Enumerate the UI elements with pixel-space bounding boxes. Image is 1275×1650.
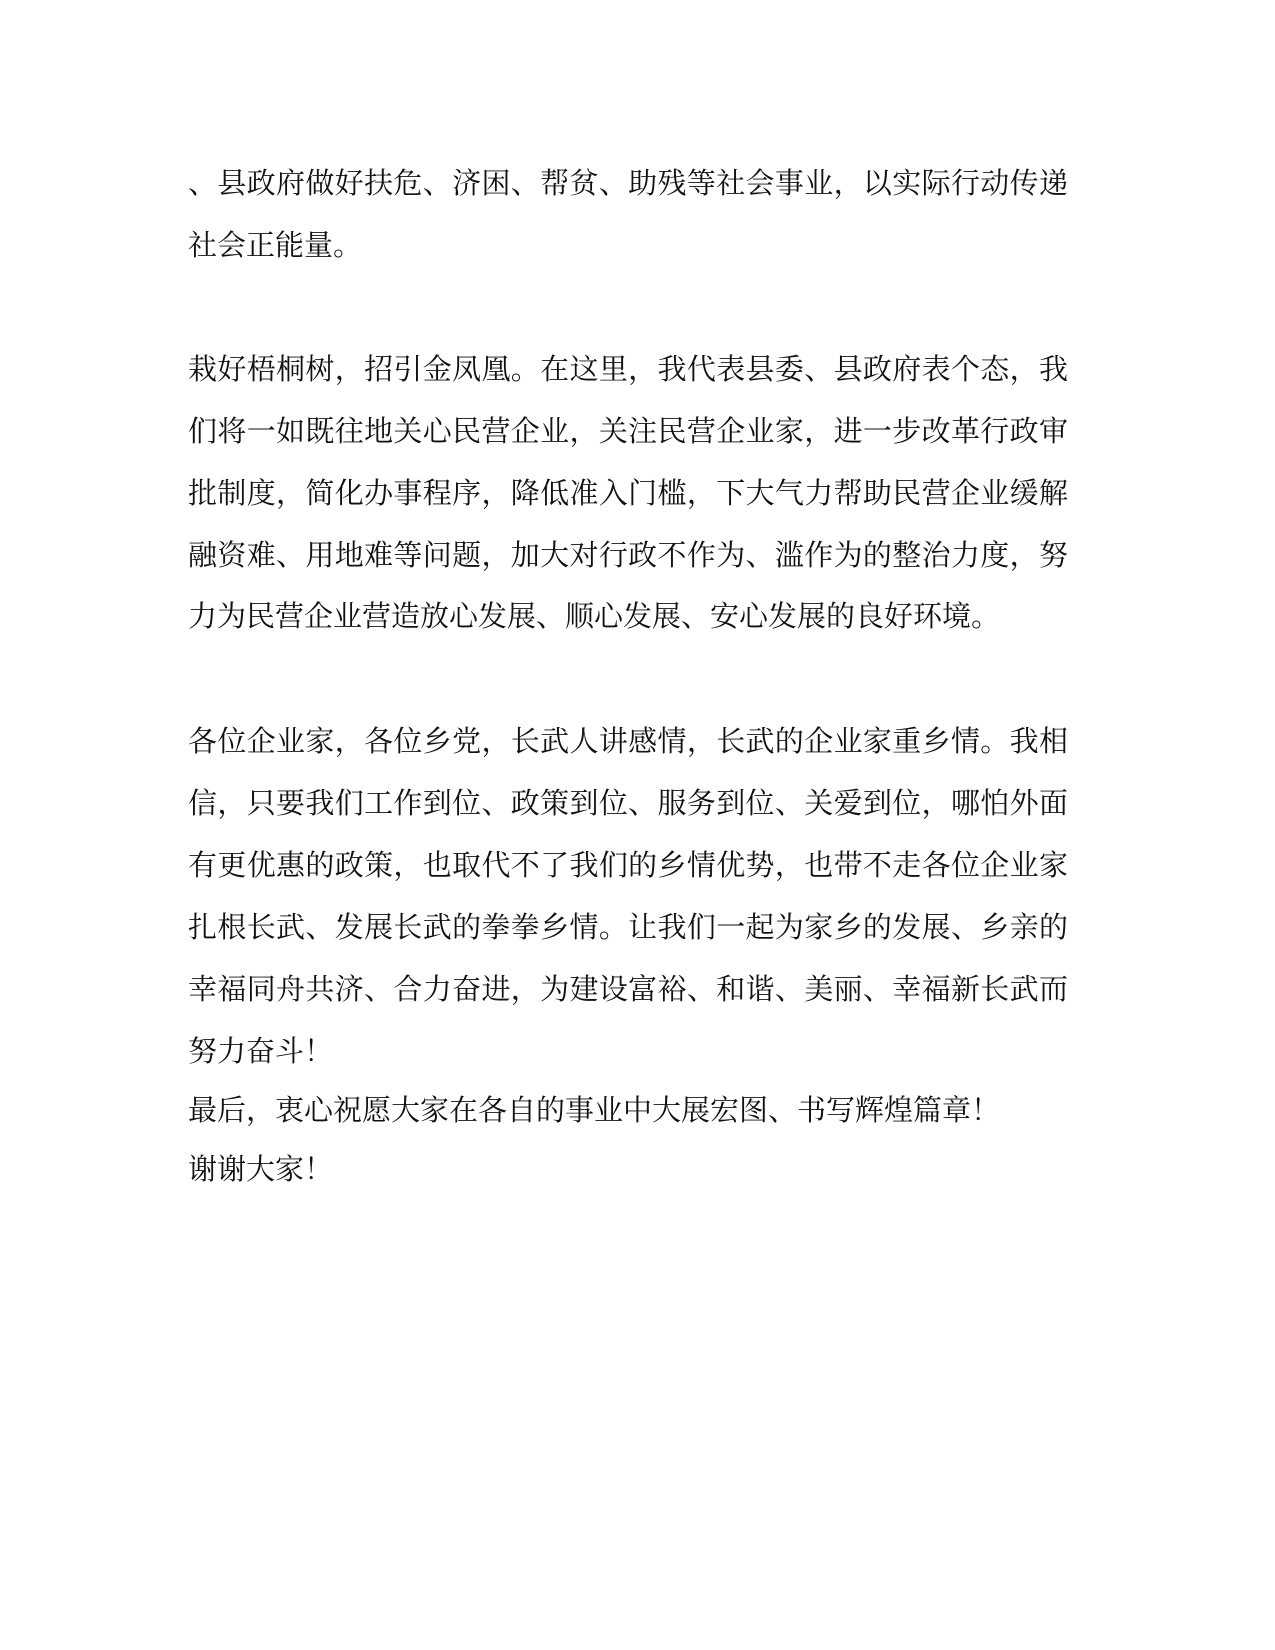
paragraph-3-line-2: 信，只要我们工作到位、政策到位、服务到位、关爱到位，哪怕外面 (188, 786, 1068, 820)
paragraph-3-line-1: 各位企业家，各位乡党，长武人讲感情，长武的企业家重乡情。我相 (188, 724, 1068, 758)
paragraph-2-line-2: 们将一如既往地关心民营企业，关注民营企业家，进一步改革行政审 (188, 414, 1068, 448)
paragraph-2-line-4: 融资难、用地难等问题，加大对行政不作为、滥作为的整治力度，努 (188, 538, 1068, 572)
paragraph-1-line-2: 社会正能量。 (188, 228, 363, 262)
thanks-line: 谢谢大家！ (188, 1152, 334, 1186)
paragraph-2-line-1: 栽好梧桐树，招引金凤凰。在这里，我代表县委、县政府表个态，我 (188, 352, 1068, 386)
closing-wish-line: 最后，衷心祝愿大家在各自的事业中大展宏图、书写辉煌篇章！ (188, 1093, 1001, 1127)
paragraph-3-line-3: 有更优惠的政策，也取代不了我们的乡情优势，也带不走各位企业家 (188, 848, 1068, 882)
paragraph-3-line-4: 扎根长武、发展长武的拳拳乡情。让我们一起为家乡的发展、乡亲的 (188, 910, 1068, 944)
paragraph-1-line-1: 、县政府做好扶危、济困、帮贫、助残等社会事业，以实际行动传递 (188, 166, 1068, 200)
paragraph-2-line-3: 批制度，简化办事程序，降低准入门槛，下大气力帮助民营企业缓解 (188, 476, 1068, 510)
paragraph-3-line-6: 努力奋斗！ (188, 1034, 334, 1068)
paragraph-2-line-5: 力为民营企业营造放心发展、顺心发展、安心发展的良好环境。 (188, 599, 1001, 633)
paragraph-3-line-5: 幸福同舟共济、合力奋进，为建设富裕、和谐、美丽、幸福新长武而 (188, 972, 1068, 1006)
